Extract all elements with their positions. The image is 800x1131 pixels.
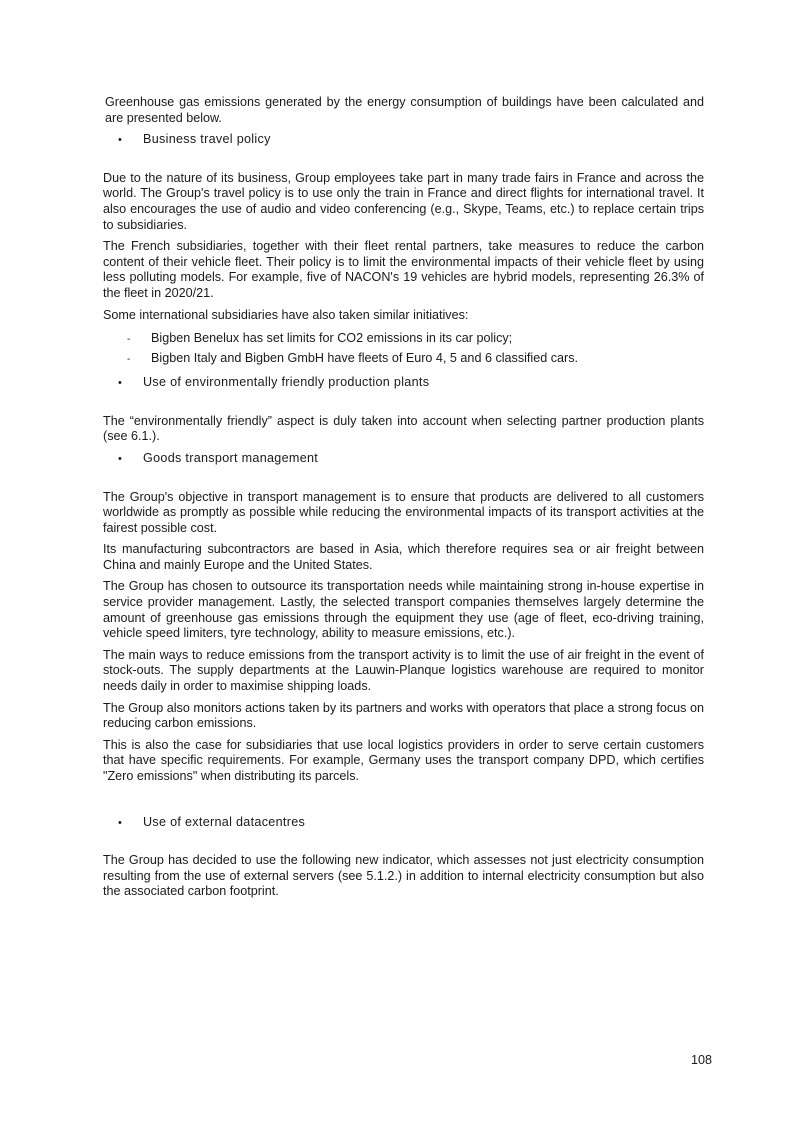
paragraph-outsourcing: The Group has chosen to outsource its transportation needs while maintaining strong in-house expertise in service provider management. Lastly, the selected transport companies themselves largely determine the amount of greenhouse gas emissions through the equipment they use (age of fleet, eco-driving training, vehicle speed limiters, tyre technology, ability to measure emissions, etc.). (103, 579, 704, 641)
bullet-icon: • (118, 816, 123, 829)
bullet-icon: • (118, 452, 123, 465)
paragraph-vehicle-fleet: The French subsidiaries, together with their fleet rental partners, take measures to reduce the carbon content of their vehicle fleet. Their policy is to limit the environmental impacts of their vehicle fleet by using less polluting models. For example, five of NACON's 19 vehicles are hybrid models, representing 26.3% of the fleet in 2020/21. (103, 239, 704, 300)
heading-business-travel (103, 132, 704, 149)
paragraph-international-subsidiaries: Some international subsidiaries have also taken similar initiatives: (103, 307, 469, 322)
page-number: 108 (690, 1053, 712, 1067)
bullet-icon: • (118, 134, 123, 147)
bullet-icon: • (118, 377, 123, 390)
dash-icon: - (127, 334, 131, 346)
heading-goods-transport-label: Goods transport management (143, 450, 319, 465)
heading-business-travel-label: Business travel policy (143, 132, 271, 147)
paragraph-local-logistics: This is also the case for subsidiaries that use local logistics providers in order to serve certain customers that have specific requirements. For example, Germany uses the transport company DPD, which certifies "Zero emissions" when distributing its parcels. (103, 737, 704, 783)
paragraph-datacentre-indicator: The Group has decided to use the following new indicator, which assesses not just electricity consumption resulting from the use of external servers (see 5.1.2.) in addition to internal electricity consumption but also the associated carbon footprint. (103, 853, 704, 899)
heading-goods-transport (103, 451, 704, 468)
heading-datacentres (103, 815, 704, 832)
page-content (103, 95, 704, 906)
dash-icon: - (127, 354, 131, 366)
paragraph-production-plants: The “environmentally friendly” aspect is duly taken into account when selecting partner production plants (see 6.1.). (103, 413, 704, 444)
paragraph-transport-objective: The Group's objective in transport management is to ensure that products are delivered to all customers worldwide as promptly as possible while reducing the environmental impacts of its transport activities at the fairest possible cost. (103, 489, 704, 535)
spacer (103, 791, 704, 815)
heading-production-plants (103, 375, 704, 392)
initiatives-list (103, 329, 704, 369)
heading-datacentres-label: Use of external datacentres (143, 814, 306, 829)
list-item (103, 329, 704, 349)
paragraph-building-emissions: Greenhouse gas emissions generated by the energy consumption of buildings have been calculated and are presented below. (105, 95, 704, 125)
paragraph-partner-monitoring: The Group also monitors actions taken by its partners and works with operators that place a strong focus on reducing carbon emissions. (103, 700, 704, 731)
paragraph-travel-policy: Due to the nature of its business, Group employees take part in many trade fairs in France and across the world. The Group's travel policy is to use only the train in France and direct flights for international travel. It also encourages the use of audio and video conferencing (e.g., Skype, Teams, etc.) to replace certain trips to subsidiaries. (103, 170, 704, 232)
list-item-text: Bigben Italy and Bigben GmbH have fleets of Euro 4, 5 and 6 classified cars. (151, 351, 579, 366)
paragraph-subcontractors: Its manufacturing subcontractors are based in Asia, which therefore requires sea or air freight between China and mainly Europe and the United States. (103, 542, 704, 572)
list-item (103, 349, 704, 369)
paragraph-emission-reduction: The main ways to reduce emissions from the transport activity is to limit the use of air freight in the event of stock-outs. The supply departments at the Lauwin-Planque logistics warehouse are required to monitor needs daily in order to maximise shipping loads. (103, 647, 704, 694)
heading-production-plants-label: Use of environmentally friendly production plants (143, 375, 430, 390)
list-item-text: Bigben Benelux has set limits for CO2 emissions in its car policy; (151, 331, 513, 346)
